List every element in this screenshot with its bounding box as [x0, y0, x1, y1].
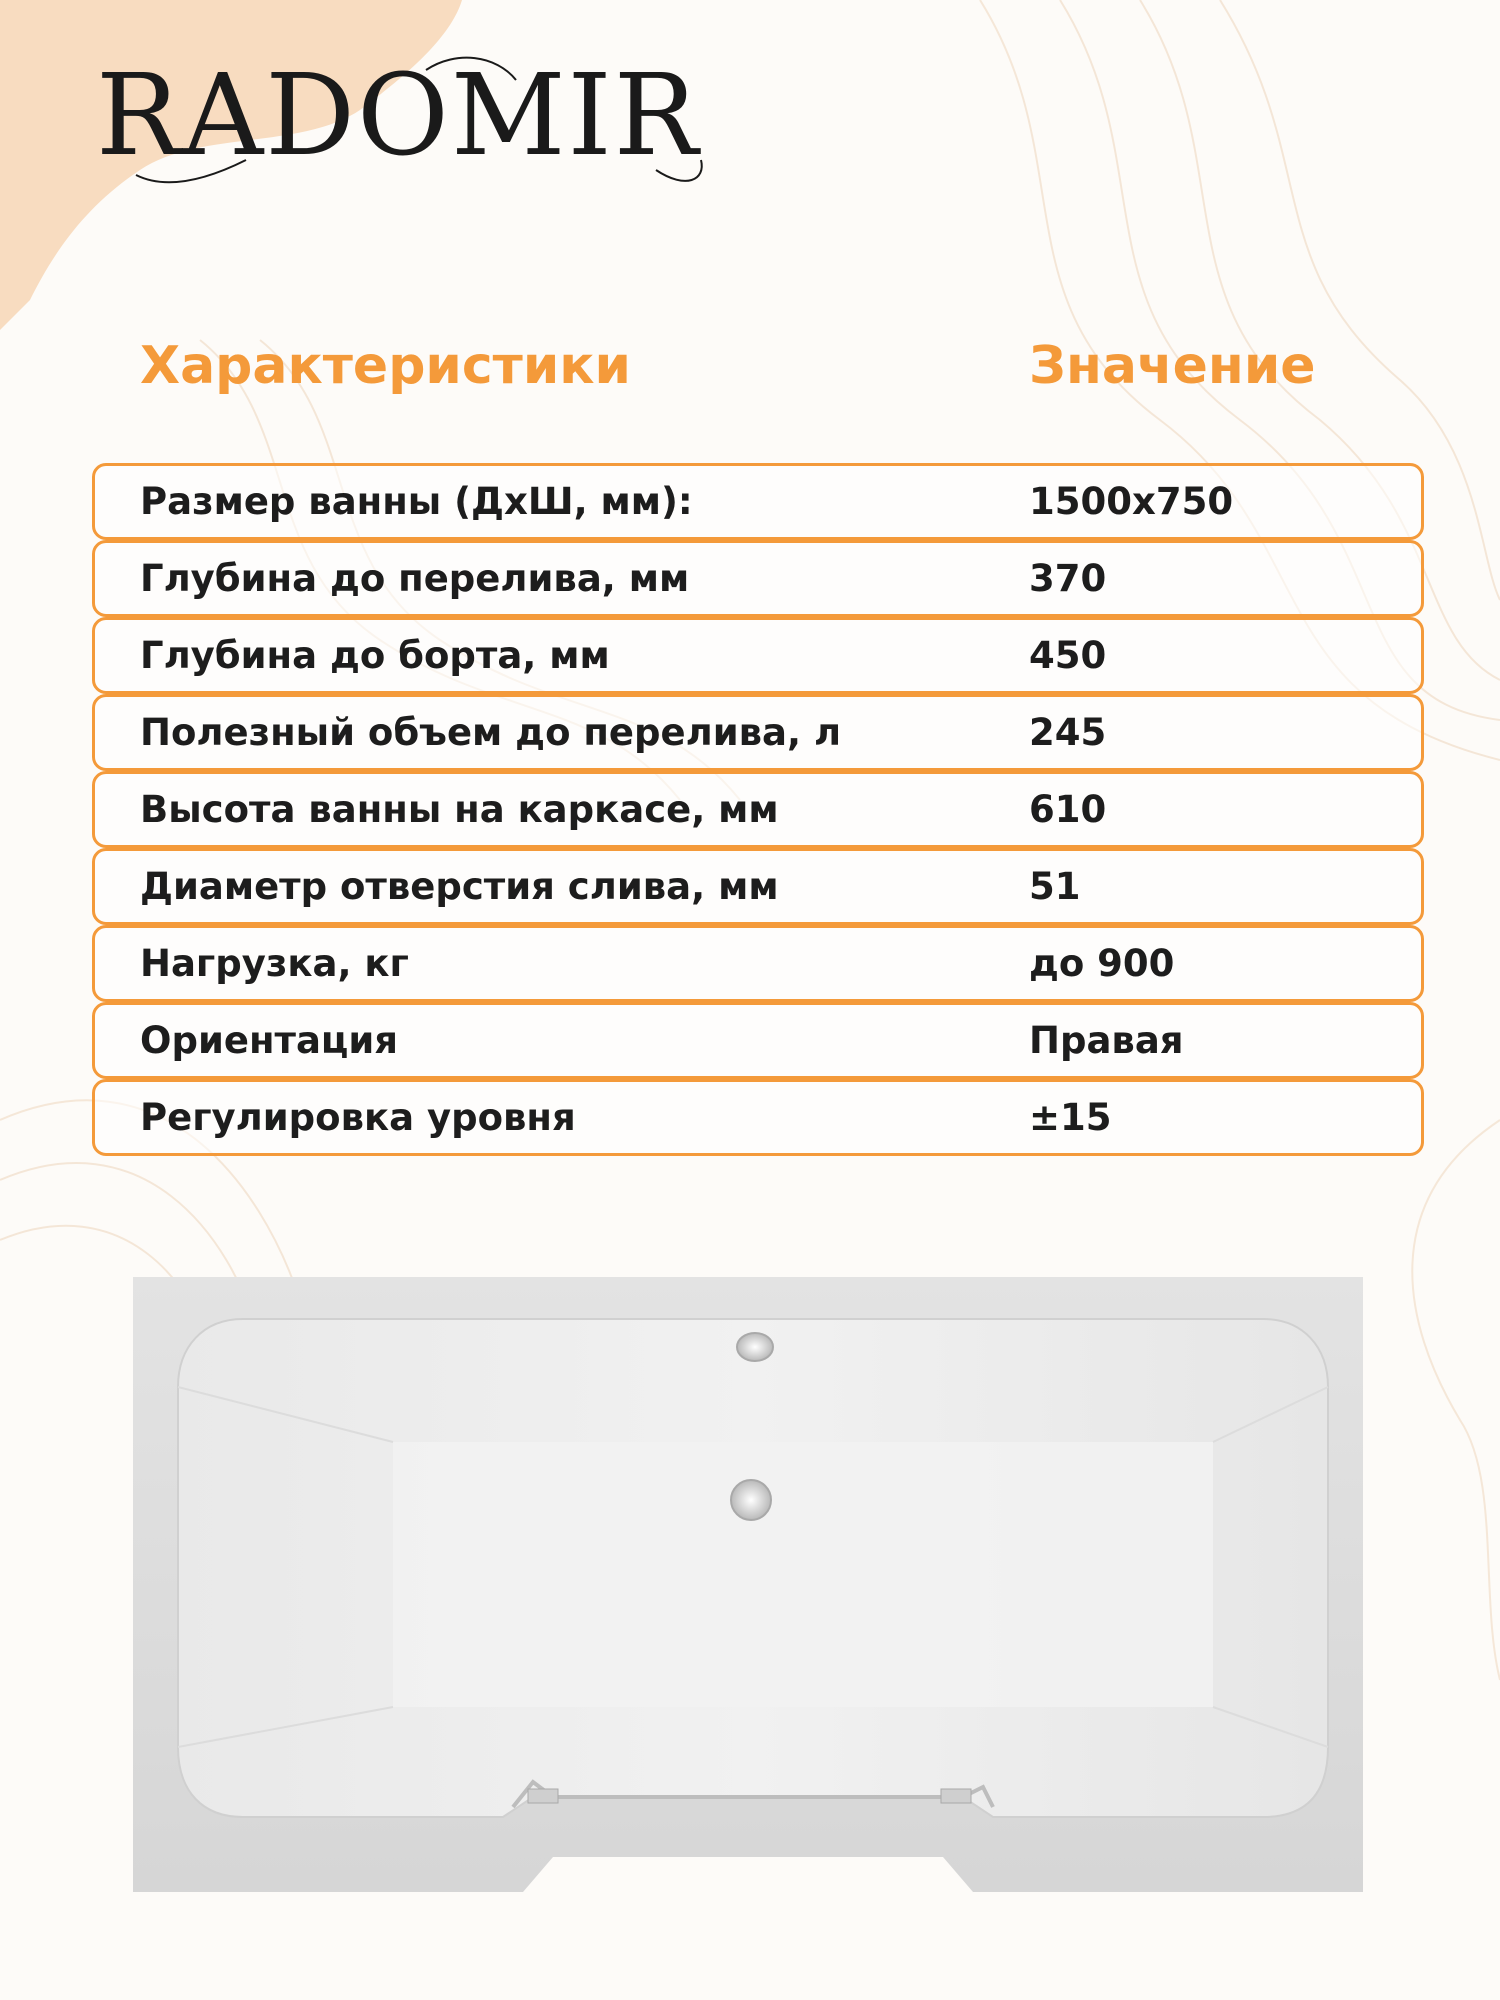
row-value: 245: [1029, 711, 1107, 754]
row-key: Нагрузка, кг: [140, 942, 409, 985]
table-row: [92, 1002, 1424, 1079]
row-value: 450: [1029, 634, 1107, 677]
row-key: Размер ванны (ДхШ, мм):: [140, 480, 693, 523]
table-row: [92, 848, 1424, 925]
table-row: [92, 540, 1424, 617]
row-value: ±15: [1029, 1096, 1112, 1139]
bathtub-image: [133, 1277, 1363, 1892]
table-row: [92, 694, 1424, 771]
tub-floor: [393, 1442, 1213, 1707]
row-key: Регулировка уровня: [140, 1096, 576, 1139]
logo-swash: [96, 30, 716, 200]
row-key: Ориентация: [140, 1019, 399, 1062]
logo-wordmark: RADOMIR: [96, 51, 701, 181]
row-value: 370: [1029, 557, 1107, 600]
bathtub-illustration: [133, 1277, 1363, 1892]
overflow-fitting: [737, 1333, 773, 1361]
table-row: [92, 1079, 1424, 1156]
row-value: 610: [1029, 788, 1107, 831]
row-key: Глубина до борта, мм: [140, 634, 610, 677]
table-row: [92, 617, 1424, 694]
table-row: [92, 463, 1424, 540]
row-key: Диаметр отверстия слива, мм: [140, 865, 779, 908]
row-value: 51: [1029, 865, 1081, 908]
row-key: Высота ванны на каркасе, мм: [140, 788, 779, 831]
spec-table: [92, 463, 1424, 1156]
row-key: Полезный объем до перелива, л: [140, 711, 842, 754]
drain-fitting: [731, 1480, 771, 1520]
brand-logo: [96, 30, 716, 200]
table-row: [92, 925, 1424, 1002]
header-value: Значение: [1029, 336, 1316, 396]
row-key: Глубина до перелива, мм: [140, 557, 690, 600]
row-value: до 900: [1029, 942, 1175, 985]
table-row: [92, 771, 1424, 848]
header-characteristics: Характеристики: [140, 336, 631, 396]
row-value: Правая: [1029, 1019, 1184, 1062]
row-value: 1500х750: [1029, 480, 1234, 523]
